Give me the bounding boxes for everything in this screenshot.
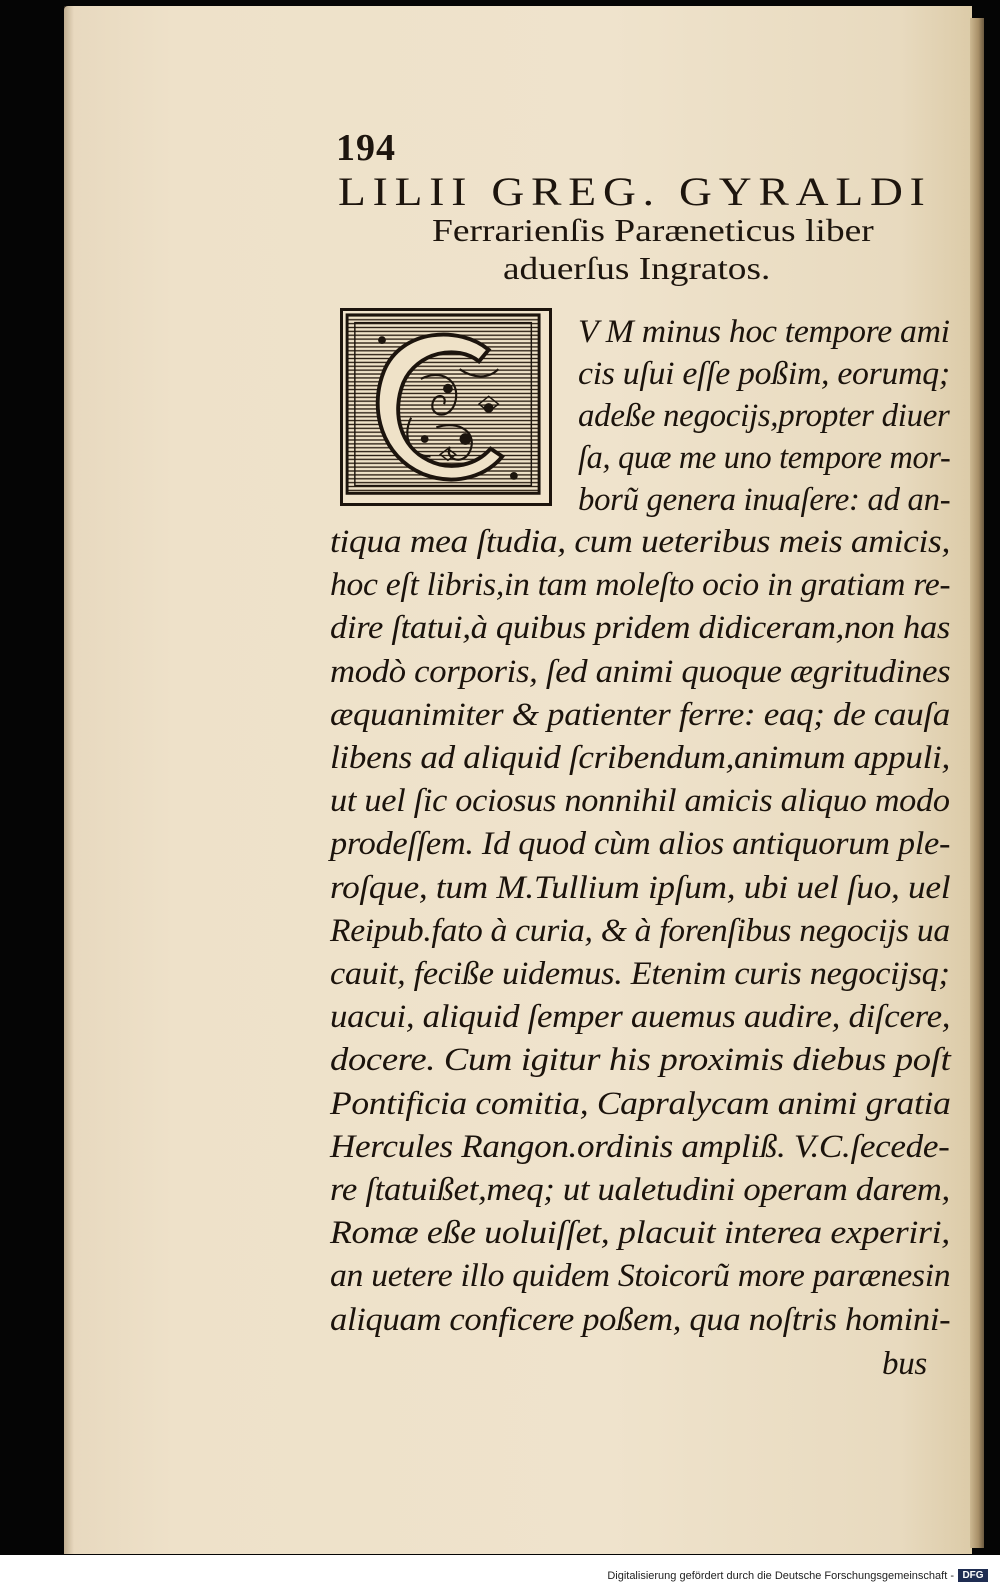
body-line: Romæ eße uoluiſſet, placuit interea experiri, xyxy=(330,1215,950,1252)
page-number: 194 xyxy=(336,127,396,169)
body-line: docere. Cum igitur his proximis diebus poſt xyxy=(330,1042,951,1079)
body-line: cauit, feciße uidemus. Etenim curis negocijsq; xyxy=(330,956,950,992)
body-line: modò corporis, ſed animi quoque ægritudines xyxy=(330,653,951,690)
body-line: Hercules Rangon.ordinis ampliß. V.C.ſecede- xyxy=(330,1128,950,1165)
body-line: aliquam conficere poßem, qua noſtris homini- xyxy=(330,1301,951,1338)
body-line: ſa, quæ me uno tempore mor- xyxy=(578,440,951,476)
body-line: re ſtatuißet,meq; ut ualetudini operam darem, xyxy=(330,1172,950,1208)
subtitle-line-1: Ferrarienſis Paræneticus liber xyxy=(432,212,874,248)
body-line: an uetere illo quidem Stoicorũ more parænesin xyxy=(330,1258,951,1295)
body-line: Reipub.fato à curia, & à forenſibus negocijs ua xyxy=(330,912,950,949)
running-title: LILII GREG. GYRALDI xyxy=(338,169,932,214)
body-line: libens ad aliquid ſcribendum,animum appuli, xyxy=(330,740,950,776)
woodcut-initial-graphic xyxy=(343,311,549,503)
body-line: æquanimiter & patienter ferre: eaq; de cauſa xyxy=(330,696,950,733)
body-line: uacui, aliquid ſemper auemus audire, diſcere, xyxy=(330,999,951,1036)
dfg-logo: DFG xyxy=(958,1569,988,1582)
body-line: Pontificia comitia, Capralycam animi gratia xyxy=(330,1085,951,1122)
subtitle-line-2: aduerſus Ingratos. xyxy=(503,250,771,286)
decorated-initial-letter xyxy=(340,308,552,506)
body-line: dire ſtatui,à quibus pridem didiceram,non has xyxy=(330,610,951,647)
body-line: prodeſſem. Id quod cùm alios antiquorum ple- xyxy=(330,826,951,863)
body-line: cis uſui eſſe poßim, eorumq; xyxy=(578,356,950,392)
body-line: borũ genera inuaſere: ad an- xyxy=(578,482,951,518)
body-line: ut uel ſic ociosus nonnihil amicis aliquo modo xyxy=(330,783,950,820)
body-line: tiqua mea ſtudia, cum ueteribus meis amicis, xyxy=(330,524,951,560)
body-line: V M minus hoc tempore ami xyxy=(578,314,950,350)
footer-credit: Digitalisierung gefördert durch die Deutsche Forschungsgemeinschaft - xyxy=(607,1570,954,1582)
catchword: bus xyxy=(882,1346,927,1382)
body-line: roſque, tum M.Tullium ipſum, ubi uel ſuo, uel xyxy=(330,869,951,906)
body-line: adeße negocijs,propter diuer xyxy=(578,398,950,434)
body-line: hoc eſt libris,in tam moleſto ocio in gratiam re- xyxy=(330,567,951,604)
page-edge xyxy=(970,18,984,1548)
gutter-shadow xyxy=(64,6,74,1554)
